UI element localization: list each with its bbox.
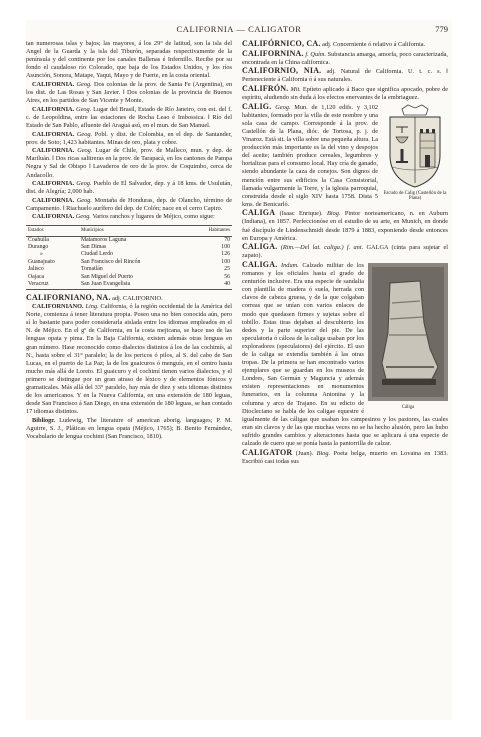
entry-body: Lugar de Chile, prov. de Malleco, mun. y dep. de Mariluán. ‖ Dos ricas salitreras en la prov. de Tarapacá, en los cantones de Pampa Negra y Sal de Obispo ‖ Lavaderos de oro de la prov. de Coquimbo, cerca de Andacollo. (26, 147, 233, 179)
table-row (26, 244, 232, 251)
entry-body: adj. CALIFORNIO. (112, 294, 163, 302)
entry-tag: Geog. (76, 130, 93, 138)
entry-tag: Geog. (275, 103, 291, 111)
table-cell: 100 (221, 258, 230, 265)
entry-body: Lugar del Brasil, Estado de Río Janeiro, con est. del f. c. de Leopoldina, entre las estaciones de Rocha Leao é Imbossica. ‖ Río del Estado de San Pablo, afluente del Araguá asú, en el mun. de San Manuel. (26, 105, 232, 129)
entry-tag: Ling. (85, 303, 99, 311)
table-row (26, 266, 232, 273)
table-cell: 25 (224, 266, 230, 273)
entry-tag: (Rim.—Del lat. caliga.) f. ant. (280, 244, 364, 252)
entry-californio (242, 67, 448, 84)
entry-body: Montaña de Honduras, dep. de Olancho, término de Campamento. ‖ Riachuelo aurífero del dep. de Colón; nace en el cerro Capiro. (26, 196, 232, 212)
entry-headword: CALIFÓRNICO, CA. (242, 39, 321, 48)
table-cell: Oajaca (28, 273, 45, 280)
entry-californiano (26, 294, 232, 303)
entry-body: Pintor norteamericano, n. en Auburn (Indiana), en 1857. Perfeccionóse en el estudio de su arte, en Munich, en donde fué discípulo de Lindenschmidt desde 1879 á 1883, exponiendo desde entonces en Europa y América. (242, 210, 448, 242)
header-title: CALIFORNIA — CALIGATOR (176, 24, 302, 34)
entry-headword: CALIFORNIA. (32, 147, 75, 155)
entry-caligator (242, 449, 448, 466)
entry-tag: f. Quím. (305, 50, 326, 58)
table-cell: San Francisco del Rincón (80, 258, 141, 265)
entry-headword: CALIFORNINA. (242, 48, 304, 58)
entry-california-salvador (26, 180, 232, 196)
entry-body: Pobl. y dist. de Colombia, en el dep. de Santander, prov. de Soto; 1,423 habitantes. Minas de oro, plata y cobre. (26, 130, 232, 146)
table-cell: Ciudad Lerdo (80, 251, 113, 258)
entry-tag: Geog. (76, 180, 92, 188)
table-cell: San Juan Evangelista (79, 281, 188, 289)
entry-california-colombia (26, 131, 232, 147)
entry-headword: CALIGATOR (242, 447, 293, 457)
entry-california-brasil (26, 106, 232, 130)
entry-headword: CALIFORNIO, NIA. (242, 66, 322, 76)
entry-california-chile (26, 147, 232, 179)
entry-headword: CALIFORNIANO. (32, 303, 84, 311)
entry-headword: CALIFRÓN. (242, 83, 289, 93)
entry-california-mejico (26, 213, 232, 221)
entry-headword: CALIFORNIA. (32, 80, 75, 88)
entry-tag: Biog. (316, 449, 331, 457)
entry-californiano-ling (26, 303, 232, 416)
entry-california-honduras (26, 197, 232, 213)
mexico-ranchos-table (26, 225, 232, 290)
table-header: Habitantes (188, 225, 232, 236)
entry-tag: Mit. (290, 85, 301, 93)
entry-tag: Geog. (76, 80, 92, 88)
table-cell: Matamoros Laguna (80, 236, 127, 243)
table-header-row (26, 225, 232, 236)
entry-california-argentina (26, 81, 232, 105)
coat-of-arms-icon (382, 103, 448, 191)
entry-tag: Geog. (77, 147, 93, 155)
encyclopedia-page (26, 20, 452, 720)
table-cell: San Miguel del Puerto (80, 273, 133, 280)
table-header: Municipios (79, 225, 188, 236)
calig-coat-of-arms-figure (382, 103, 448, 201)
entry-body: Poeta belga, muerto en Lovaina en 1383. Escribió casi todas sus (242, 449, 448, 465)
entry-headword: CALIFORNIANO, NA. (26, 292, 111, 302)
table-cell: 40 (188, 281, 232, 289)
entry-body: Varios ranchos y lugares de Méjico, como sigue: (92, 213, 215, 221)
entry-body: Pueblo de El Salvador, dep. y á 18 kms. de Usulután, dist. de Alegría; 2,000 hab. (26, 180, 233, 196)
entry-body: Mun. de 1,120 edifs. y 3,102 habitantes, formado por la villa de este nombre y una sola casa de campo. Corresponde á la prov. de Castellón de la Plana, dióc. de Tortosa, p. j. de Vinaroz. Está sit. la villa sobre una pequeña altura. La producción más importante es la del vino y despojos del aceite; también produce cereales, legumbres y hortalizas para el consumo local. Hay cría de ganado, siendo abundante la caza de conejos. Son dignos de mención entre sus edificios la Casa Consistorial, llamada vulgarmente la Torre, y la iglesia parroquial, construida desde el siglo XIV hasta 1758. Dista 5 kms. de Benicarló. (242, 103, 379, 208)
entry-body: Calzado militar de los romanos y los oficiales hasta el grado de centurión inclusive. Era una especie de sandalia con plantilla de madera ó suela, herrada con clavos de cabeza gruesa, y de la que colgaban correas que se unían con varios enlaces de modo que quedasen firmes y sujetas sobre el tobillo. Estas tiras dejaban al descubierto los dedos y la parte superior del pie. De las speculatoria ó cálcea de la caliga usaban por los exploradores (speculatores) del ejército. El uso de la caliga se extendía también á las otras tropas. De la primera se han encontrado varios ejemplares que se guardan en los museos de Londres, San Germán y Maguncia y además existen representaciones en monumentos funerarios, en la columna Antonina y la columna y arco de Trajano. En su edicto de Diocleciano se habla de los caligae equestre é igualmente de las cáligas que usaban los campesinos y los pastores, las cuales eran sin clavos y de las que muchas veces no se ha hecho alusión, pero las hubo sufrido grandes cambios y alteraciones hasta que se aplicara á una especie de calzado de cuero que se ponía hasta la pantorrilla de calzar. (242, 261, 448, 447)
entry-tag: Geog. (76, 196, 92, 204)
crest-caption: Escudo de Calig (Castellón de la Plana) (383, 190, 447, 202)
entry-headword: CALIFORNIA. (32, 130, 75, 138)
entry-headword: CALIG. (242, 101, 272, 111)
right-column (242, 40, 448, 466)
running-header (26, 22, 452, 36)
entry-tag: Indum. (281, 261, 299, 269)
table-cell: Durango (28, 244, 49, 251)
entry-headword: CALIFORNIA. (32, 105, 75, 113)
entry-body: California, ó la región occidental de la América del Norte, comienza á tener literatura propia. Poseo una no bien conocida aún, pero sí lo bastante para poder considerarla aislada entre los idiomas empleados en el N. de Méjico. En el gº de California, en la costa mejicana, se hace uso de las lenguas opata y pima. En la Baja California, existen además otras lenguas en gran número. Hase reconocido como dialectos distintos á los de las cochimís, al N., hasta sobre el 31° paralelo; la de los pericos ó pilos, al S. del cabo de San Lucas, en el puerto de La Paz; la de los guaicuros ó menguís, en el centro hasta mucho más allá de Loreto. El guaicuro y el cochimí tienen varios dialectos, y el primero se distingue por un gran atraso de léxico y de elementos fónicos y gramaticales. Más allá del 33° paralelo, hay más de diez y seis idiomas distintos de los americanos. Y en la Nueva California, en una extensión de 180 leguas, desde San Francisco á San Diego, en una extensión de 180 leguas, se han contado 17 idiomas distintos. (26, 303, 233, 416)
table-cell: 126 (221, 251, 230, 258)
table-cell: Coahuila (28, 236, 49, 243)
table-row (26, 281, 232, 289)
entry-body: Ludewig, The literature of american aborig. languages; P. M. Aguirre, S. J., Pláticas en lengua opata (Méjico, 1765); B. Benito Fernández, Vocabulario de lengua cochimi (San Francisco, 1810). (26, 416, 232, 441)
entry-headword: CALIGA. (242, 259, 278, 269)
caliga-photo-figure (368, 263, 448, 411)
entry-body: GALGA (cinta para sujetar el zapato). (242, 244, 449, 260)
entry-person: (Isaac Enrique). (279, 210, 323, 218)
entry-headword: Bibliogr. (32, 416, 56, 424)
table-row (26, 251, 232, 258)
entry-headword: CALIFORNIA. (32, 180, 75, 188)
entry-text: tan numerosas islas y bajos; las mayores, á los 29° de latitud, son la isla del Angel de la Guarda y la isla del Tiburón, separadas respectivamente de la península y del continente por los canales Ballenas é Infernillo. Recibe por su fondo el caudaloso río Colorado, que baja de los Estados Unidos, y los ríos Asunción, Sonora, Matape, Yaqui, Mayo y de Fuerte, en la costa oriental. (26, 40, 232, 80)
entry-body: Substancia amarga, amorfa, poco caracterizada, encontrada en la China californica. (242, 50, 448, 66)
table-row (26, 274, 232, 281)
table-cell: 100 (221, 244, 230, 251)
entry-body: adj. Concerniente ó relativo á California. (322, 41, 426, 48)
entry-body: adj. Natural de California. U. t. c. s. ‖ Perteneciente á California ó á sus naturales. (242, 68, 448, 84)
left-column (26, 40, 232, 442)
table-row (26, 236, 232, 244)
entry-headword: CALIFORNIA. (32, 196, 75, 204)
table-cell: 70 (224, 236, 230, 243)
entry-caliga-biog (242, 209, 448, 242)
entry-caliga-rim (242, 243, 448, 260)
table-row (26, 259, 232, 266)
entry-headword: CALIGA. (242, 242, 278, 252)
caliga-sandal-image (368, 263, 448, 401)
table-cell: Jalisco (28, 266, 44, 273)
entry-body: Dos colonias de la prov. de Santa Fe (Argentina), en los dist. de Las Rosas y San Javier. ‖ Dos colonias de la provincia de Buenos Aires, en los partidos de San Vicente y Monte. (26, 80, 233, 105)
entry-californina (242, 50, 448, 67)
entry-tag: Geog. (76, 105, 92, 113)
page-number: 779 (435, 24, 448, 34)
table-cell: Tomatlán (80, 266, 103, 273)
entry-bibliography (26, 417, 232, 441)
table-cell: San Dimas (80, 244, 107, 251)
table-cell: Veracruz (26, 281, 79, 289)
table-cell: Guanajuato (28, 258, 55, 265)
table-cell: 56 (224, 273, 230, 280)
entry-califron (242, 85, 448, 102)
table-cell: » (40, 251, 43, 258)
entry-body: Epíteto aplicado á Baco que significa apocado, pobre de espíritu, aludiendo sin duda á los efectos enervantes de la embriaguez. (242, 85, 449, 102)
entry-headword: CALIGA (242, 208, 276, 218)
entry-tag: Geog. (75, 213, 91, 221)
entry-person: (Juan). (295, 449, 314, 457)
table-header: Estados (26, 225, 79, 236)
entry-tag: Biog. (326, 210, 341, 218)
entry-headword: CALIFORNIA. (32, 213, 75, 221)
photo-caption: Cáliga (401, 405, 415, 411)
